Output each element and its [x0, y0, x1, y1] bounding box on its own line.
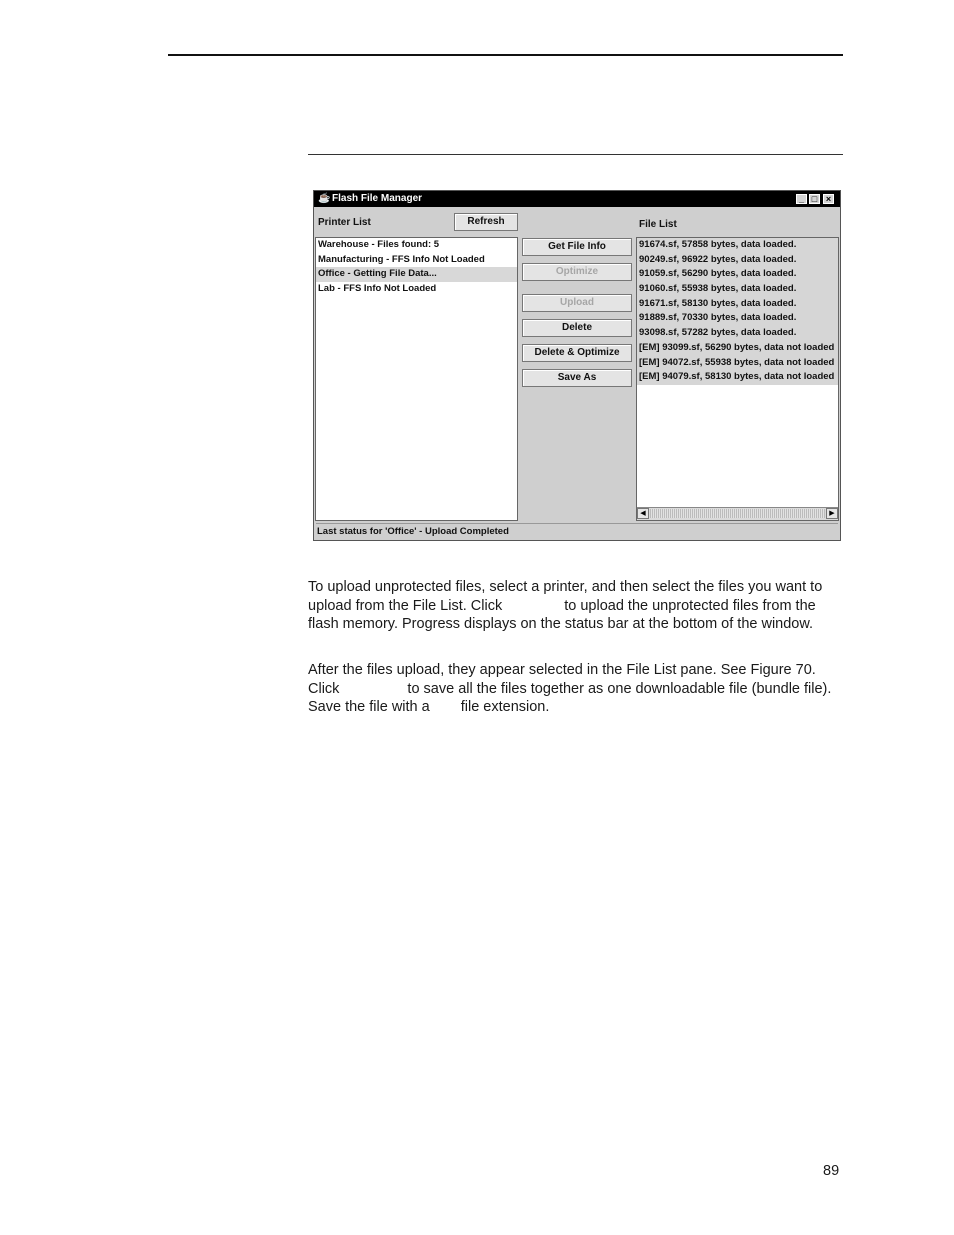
paragraph-save: After the files upload, they appear selected in the File List pane. See Figure 70. Click to save all the files together as one downloadable file (bundle file). Save the file with a file extension. — [308, 662, 832, 716]
file-list-item[interactable]: 91674.sf, 57858 bytes, data loaded. — [639, 239, 797, 250]
title-bar[interactable] — [314, 191, 840, 207]
status-bar: Last status for 'Office' - Upload Completed — [316, 523, 838, 539]
file-list-item[interactable]: 90249.sf, 96922 bytes, data loaded. — [639, 253, 797, 265]
horizontal-scrollbar[interactable] — [637, 507, 838, 520]
delete-button[interactable]: Delete — [522, 319, 632, 337]
scroll-thumb[interactable] — [650, 509, 825, 518]
window-title: Flash File Manager — [332, 193, 423, 204]
file-list-item[interactable]: [EM] 94079.sf, 58130 bytes, data not loaded — [639, 371, 835, 383]
optimize-button[interactable]: Optimize — [522, 263, 632, 281]
scroll-left-icon[interactable]: ◀ — [637, 508, 649, 519]
save-as-button[interactable]: Save As — [522, 369, 632, 387]
scroll-right-icon[interactable]: ▶ — [826, 508, 838, 519]
printer-list-item[interactable]: Warehouse - Files found: 5 — [318, 239, 440, 250]
file-list-item[interactable]: [EM] 94072.sf, 55938 bytes, data not loaded — [639, 356, 835, 368]
upload-button[interactable]: Upload — [522, 294, 632, 312]
get-file-info-button[interactable]: Get File Info — [522, 238, 632, 256]
file-list-item[interactable]: 93098.sf, 57282 bytes, data loaded. — [639, 327, 797, 339]
printer-list-item[interactable]: Manufacturing - FFS Info Not Loaded — [318, 253, 485, 265]
file-list-item[interactable]: 91671.sf, 58130 bytes, data loaded. — [639, 297, 797, 309]
refresh-button[interactable]: Refresh — [454, 213, 518, 231]
maximize-icon[interactable]: □ — [809, 194, 820, 204]
printer-list-item[interactable]: Office - Getting File Data... — [316, 267, 517, 282]
paragraph-upload: To upload unprotected files, select a printer, and then select the files you want to upload from the File List. Click to upload the unprotected files from the flash memory. Progress displays on the status bar at the bottom of the window. — [308, 579, 823, 633]
file-list-item[interactable]: 91059.sf, 56290 bytes, data loaded. — [639, 268, 797, 280]
close-icon[interactable]: × — [823, 194, 834, 204]
file-list-item[interactable]: 91060.sf, 55938 bytes, data loaded. — [639, 283, 797, 295]
minimize-icon[interactable]: _ — [796, 194, 807, 204]
delete-optimize-button[interactable]: Delete & Optimize — [522, 344, 632, 362]
file-list-label: File List — [639, 219, 677, 230]
header-rule — [168, 54, 843, 56]
printer-list-label: Printer List — [318, 217, 371, 228]
printer-list-item[interactable]: Lab - FFS Info Not Loaded — [318, 283, 437, 295]
file-list-item[interactable]: 91889.sf, 70330 bytes, data loaded. — [639, 312, 797, 324]
printer-list[interactable] — [315, 237, 518, 521]
section-rule — [308, 154, 843, 155]
file-list[interactable] — [636, 237, 839, 521]
file-list-item[interactable]: [EM] 93099.sf, 56290 bytes, data not loaded — [639, 341, 835, 353]
flash-file-manager-window — [313, 190, 841, 541]
java-cup-icon: ☕ — [318, 193, 331, 204]
page-number: 89 — [823, 1163, 840, 1179]
